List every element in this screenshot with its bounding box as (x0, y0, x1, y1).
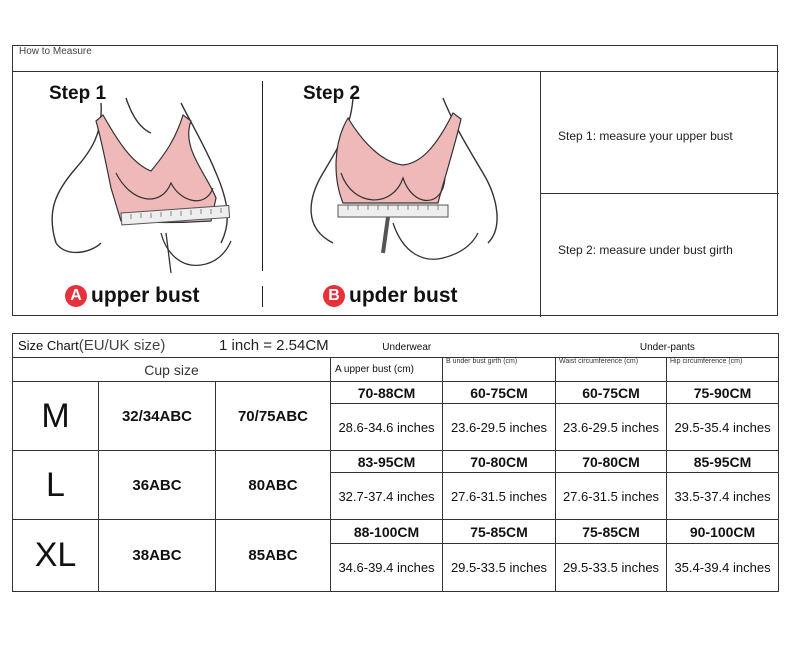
how-to-measure-panel (12, 45, 778, 316)
cm-cell: 90-100CM (667, 520, 779, 544)
band-l: 80ABC (216, 451, 331, 520)
inch-conversion: 1 inch = 2.54CM (219, 337, 329, 354)
col-upper-bust: A upper bust (cm) (331, 358, 443, 382)
cm-cell: 60-75CM (556, 382, 667, 404)
inch-cell: 32.7-37.4 inches (331, 473, 443, 520)
badge-b: B (323, 285, 345, 307)
upper-bust-illustration (31, 93, 251, 273)
cm-cell: 83-95CM (331, 451, 443, 473)
band-xl: 85ABC (216, 520, 331, 592)
underwear-label: Underwear (382, 342, 432, 353)
inch-cell: 23.6-29.5 inches (556, 404, 667, 451)
inch-cell: 34.6-39.4 inches (331, 544, 443, 592)
cm-cell: 70-88CM (331, 382, 443, 404)
caption-a (65, 284, 200, 308)
steps-divider (541, 193, 779, 194)
steps-text-column (540, 71, 779, 317)
cm-cell: 70-80CM (443, 451, 556, 473)
size-region: (EU/UK size) (78, 337, 166, 354)
inch-cell: 29.5-33.5 inches (443, 544, 556, 592)
chart-header-row (13, 334, 779, 358)
size-label-xl: XL (13, 520, 99, 592)
inch-cell: 29.5-33.5 inches (556, 544, 667, 592)
step2-text: Step 2: measure under bust girth (558, 243, 733, 257)
step2-heading: Step 2 (303, 83, 361, 104)
caption-a-label: upper bust (91, 284, 200, 307)
cm-cell: 88-100CM (331, 520, 443, 544)
col-hip: Hip circumference (cm) (667, 358, 779, 382)
illustration-area (13, 71, 540, 317)
under-bust-illustration (293, 93, 523, 283)
size-label-l: L (13, 451, 99, 520)
cup-l: 36ABC (99, 451, 216, 520)
cm-cell: 75-85CM (443, 520, 556, 544)
vertical-divider (262, 81, 263, 271)
caption-b (323, 284, 458, 308)
col-waist: Waist circumference (cm) (556, 358, 667, 382)
cup-xl: 38ABC (99, 520, 216, 592)
cup-size-header: Cup size (13, 358, 331, 382)
size-chart-table (12, 333, 779, 592)
table-row (13, 382, 779, 404)
inch-cell: 28.6-34.6 inches (331, 404, 443, 451)
inch-cell: 27.6-31.5 inches (556, 473, 667, 520)
caption-b-label: upder bust (349, 284, 458, 307)
inch-cell: 33.5-37.4 inches (667, 473, 779, 520)
cm-cell: 75-85CM (556, 520, 667, 544)
badge-a: A (65, 285, 87, 307)
cm-cell: 70-80CM (556, 451, 667, 473)
inch-cell: 29.5-35.4 inches (667, 404, 779, 451)
inch-cell: 35.4-39.4 inches (667, 544, 779, 592)
cm-cell: 75-90CM (667, 382, 779, 404)
inch-cell: 23.6-29.5 inches (443, 404, 556, 451)
step1-text: Step 1: measure your upper bust (558, 129, 733, 143)
size-label-m: M (13, 382, 99, 451)
cup-m: 32/34ABC (99, 382, 216, 451)
size-chart-title: Size Chart (18, 338, 79, 353)
inch-cell: 27.6-31.5 inches (443, 473, 556, 520)
measure-title: How to Measure (19, 46, 92, 57)
column-header-row (13, 358, 779, 382)
col-under-bust: B under bust girth (cm) (443, 358, 556, 382)
table-row (13, 451, 779, 473)
cm-cell: 85-95CM (667, 451, 779, 473)
step1-heading: Step 1 (49, 83, 107, 104)
underpants-label: Under-pants (639, 342, 695, 353)
caption-divider (262, 286, 263, 307)
table-row (13, 520, 779, 544)
band-m: 70/75ABC (216, 382, 331, 451)
cm-cell: 60-75CM (443, 382, 556, 404)
chart-header (13, 334, 779, 358)
